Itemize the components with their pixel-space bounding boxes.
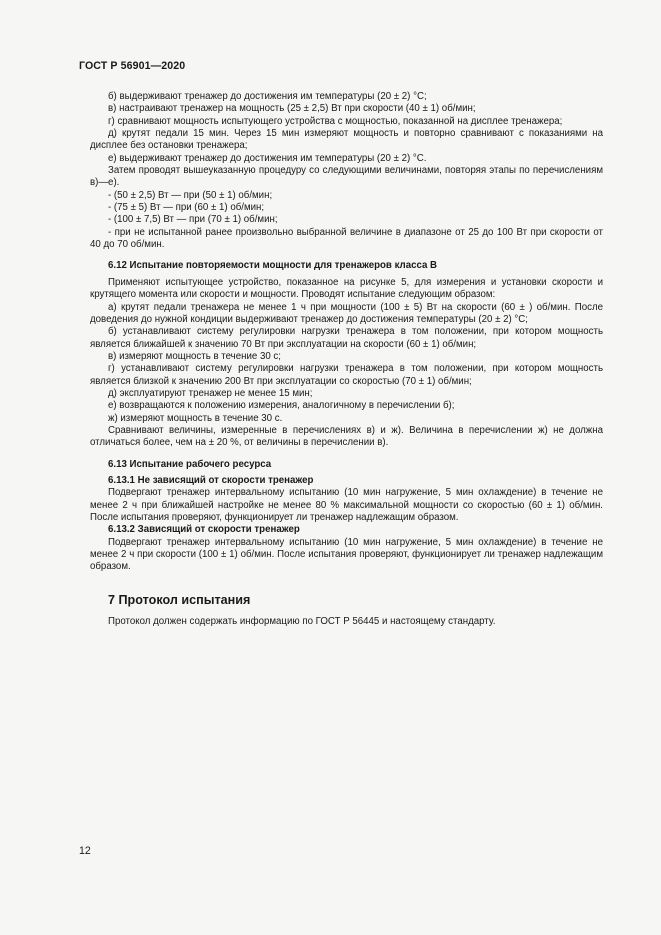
- list-item-b: б) устанавливают систему регулировки нагрузки тренажера в том положении, при котором мощность является ближайшей к значению 70 Вт при эксплуатации на скорости (60 ± 1) об/мин;: [90, 326, 603, 350]
- standard-header: ГОСТ Р 56901—2020: [79, 60, 186, 72]
- heading-6-12: 6.12 Испытание повторяемости мощности для тренажеров класса В: [108, 260, 438, 272]
- heading-6-13-1: 6.13.1 Не зависящий от скорости тренажер: [108, 474, 314, 486]
- list-item-g: г) сравнивают мощность испытующего устройства с мощностью, показанной на дисплее тренажера;: [108, 115, 563, 127]
- dash-item: - (75 ± 5) Вт — при (60 ± 1) об/мин;: [108, 202, 265, 214]
- dash-item: - (50 ± 2,5) Вт — при (50 ± 1) об/мин;: [108, 189, 273, 201]
- heading-6-13: 6.13 Испытание рабочего ресурса: [108, 458, 272, 470]
- document-body: [90, 91, 603, 628]
- list-item-v: в) настраивают тренажер на мощность (25 ± 2,5) Вт при скорости (40 ± 1) об/мин;: [108, 103, 476, 115]
- list-item-d: д) эксплуатируют тренажер не менее 15 мин;: [108, 387, 313, 399]
- list-item-zh: ж) измеряют мощность в течение 30 с.: [108, 412, 283, 424]
- list-item-g: г) устанавливают систему регулировки нагрузки тренажера в том положении, при котором мощность является близкой к значению 200 Вт при эксплуатации со скоростью (70 ± 1) об/мин;: [90, 363, 603, 387]
- page-number: 12: [79, 845, 91, 857]
- heading-section-7: 7 Протокол испытания: [108, 592, 251, 607]
- list-item-e: е) возвращаются к положению измерения, аналогичному в перечислении б);: [108, 400, 455, 412]
- heading-6-13-2: 6.13.2 Зависящий от скорости тренажер: [108, 524, 300, 536]
- paragraph-compare: Сравнивают величины, измеренные в перечислениях в) и ж). Величина в перечислении ж) не должна отличаться более, чем на ± 20 %, от величины в перечислении в).: [90, 424, 603, 449]
- list-item-v: в) измеряют мощность в течение 30 с;: [108, 350, 281, 362]
- dash-item: - при не испытанной ранее произвольно выбранной величине в диапазоне от 25 до 100 Вт при скорости от 40 до 70 об/мин.: [90, 226, 603, 251]
- paragraph-intro: Применяют испытующее устройство, показанное на рисунке 5, для измерения и установки скорости и крутящего момента или скорости и мощности. Проводят испытание следующим образом:: [90, 276, 603, 301]
- dash-item: - (100 ± 7,5) Вт — при (70 ± 1) об/мин;: [108, 214, 278, 226]
- paragraph-6-13-1: Подвергают тренажер интервальному испытанию (10 мин нагружение, 5 мин охлаждение) в течение не менее 2 ч при ближайшей настройке не менее 80 % максимальной мощности со скоростью (60 ± 1) об/мин. После испытания проверяют, функционирует ли тренажер надлежащим образом.: [90, 487, 603, 523]
- list-item-e: е) выдерживают тренажер до достижения им температуры (20 ± 2) °С.: [108, 152, 427, 164]
- list-item-a: а) крутят педали тренажера не менее 1 ч при мощности (100 ± 5) Вт на скорости (60 ± ) об/мин. После доведения до нужной кондиции выдерживают тренажер до достижения температуры (20 ± 2) °С;: [90, 301, 603, 325]
- paragraph-repeat-procedure: Затем проводят вышеуказанную процедуру со следующими величинами, повторяя этапы по перечислениям в)—е).: [90, 165, 603, 189]
- paragraph-6-13-2: Подвергают тренажер интервальному испытанию (10 мин нагружение, 5 мин охлаждение) в течение не менее 2 ч при скорости (100 ± 1) об/мин. После испытания проверяют, функционирует ли тренажер надлежащим образом.: [90, 536, 603, 573]
- list-item-b: б) выдерживают тренажер до достижения им температуры (20 ± 2) °С;: [108, 91, 427, 102]
- paragraph-section-7: Протокол должен содержать информацию по ГОСТ Р 56445 и настоящему стандарту.: [108, 616, 496, 628]
- list-item-d: д) крутят педали 15 мин. Через 15 мин измеряют мощность и повторно сравнивают с показаниями на дисплее без остановки тренажера;: [90, 128, 603, 152]
